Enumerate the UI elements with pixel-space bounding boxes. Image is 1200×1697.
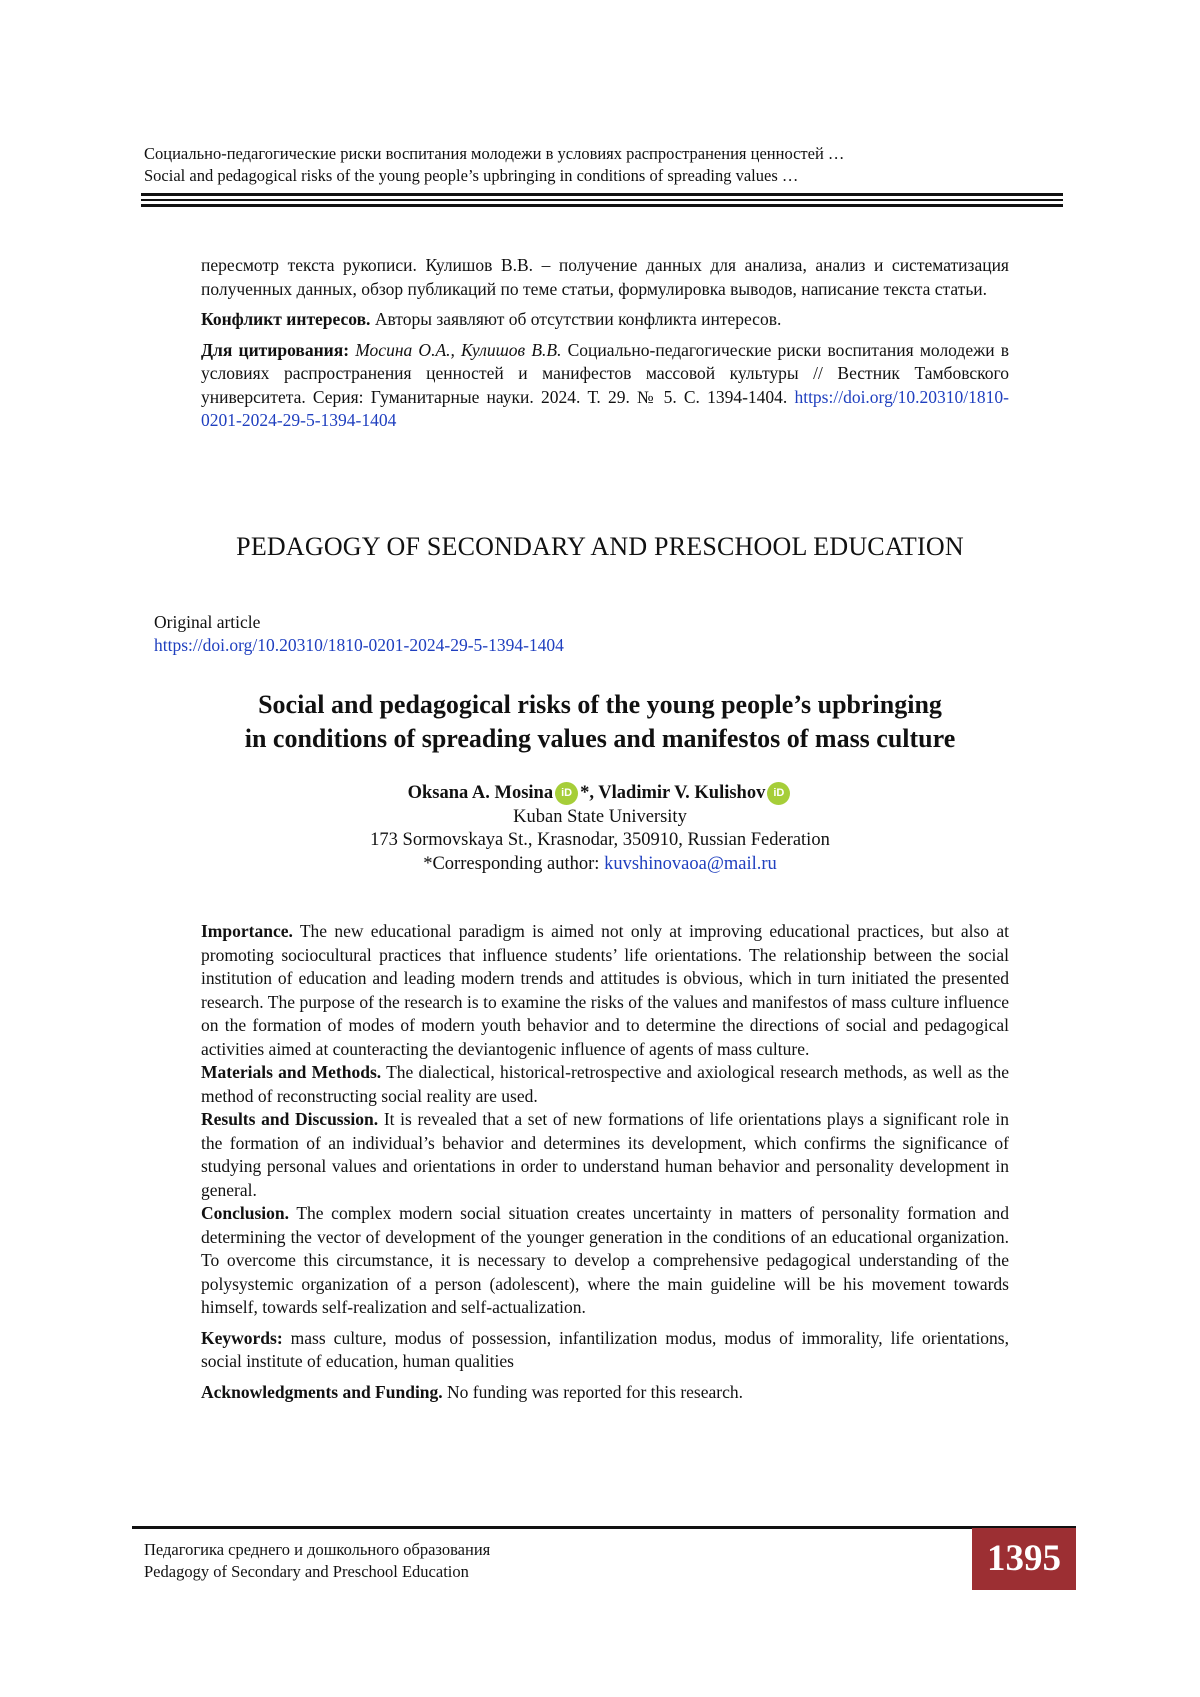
title-line-2: in conditions of spreading values and manifestos of mass culture bbox=[244, 724, 956, 753]
funding bbox=[201, 1381, 1009, 1405]
methods-text: The dialectical, historical-retrospective and axiological research methods, as well as the method of reconstructing social reality are used. bbox=[201, 1062, 1009, 1106]
author-1-name: Oksana A. Mosina bbox=[407, 783, 554, 803]
article-doi-link[interactable]: https://doi.org/10.20310/1810-0201-2024-29-5-1394-1404 bbox=[154, 635, 564, 655]
article-title bbox=[0, 688, 1200, 756]
title-line-1: Social and pedagogical risks of the young people’s upbringing bbox=[258, 690, 942, 719]
authors-block bbox=[0, 782, 1200, 876]
running-header-ru: Социально-педагогические риски воспитания молодежи в условиях распространения ценностей … bbox=[144, 144, 845, 163]
footer-rule bbox=[132, 1526, 1076, 1529]
conclusion-text: The complex modern social situation creates uncertainty in matters of personality formation and determining the vector of development of the younger generation in the conditions of an educational organization. To overcome this circumstance, it is necessary to develop a comprehensive pedagogical understanding of the polysystemic organization of a person (adolescent), where the main guideline will be his movement towards himself, towards self-realization and self-actualization. bbox=[201, 1203, 1009, 1317]
importance-label: Importance. bbox=[201, 921, 293, 941]
corresponding-author bbox=[0, 853, 1200, 877]
citation-label: Для цитирования: bbox=[201, 339, 350, 360]
funding-label: Acknowledgments and Funding. bbox=[201, 1381, 443, 1402]
keywords-label: Keywords: bbox=[201, 1327, 283, 1348]
citation-text: Социально-педагогические риски воспитания молодежи в условиях распространения ценностей и манифестов массовой культуры // Вестник Тамбовского университета. Серия: Гуманитарные науки. 2024. Т. 29. № 5. С. 1394-1404. bbox=[201, 339, 1009, 407]
results-text: It is revealed that a set of new formations of life orientations plays a significant role in the formation of an individual’s behavior and determines its development, which confirms the significance of studying personal values and orientations in order to understand human behavior and personality development in general. bbox=[201, 1109, 1009, 1200]
conclusion-label: Conclusion. bbox=[201, 1203, 290, 1223]
keywords-text: mass culture, modus of possession, infantilization modus, modus of immorality, life orientations, social institute of education, human qualities bbox=[201, 1327, 1009, 1371]
article-type: Original article bbox=[154, 612, 261, 632]
keywords bbox=[201, 1327, 1009, 1374]
header-rule bbox=[141, 193, 1063, 210]
abstract-results bbox=[201, 1108, 1009, 1202]
address: 173 Sormovskaya St., Krasnodar, 350910, Russian Federation bbox=[370, 830, 830, 850]
citation bbox=[201, 339, 1009, 433]
orcid-icon[interactable]: iD bbox=[555, 782, 578, 805]
importance-text: The new educational paradigm is aimed not only at improving educational practices, but also at promoting sociocultural practices that influence students’ life orientations. The relationship between the social institution of education and leading modern trends and attitudes is obvious, which in turn initiated the presented research. The purpose of the research is to examine the risks of the values and manifestos of mass culture influence on the formation of modes of modern youth behavior and to determine the directions of social and pedagogical activities aimed at counteracting the deviantogenic influence of agents of mass culture. bbox=[201, 921, 1009, 1059]
author-email-link[interactable]: kuvshinovaoa@mail.ru bbox=[604, 853, 777, 874]
conflict-text: Авторы заявляют об отсутствии конфликта интересов. bbox=[370, 309, 782, 329]
orcid-icon[interactable]: iD bbox=[767, 782, 790, 805]
running-header-en: Social and pedagogical risks of the young people’s upbringing in conditions of spreading values … bbox=[144, 166, 799, 185]
methods-label: Materials and Methods. bbox=[201, 1062, 382, 1082]
results-label: Results and Discussion. bbox=[201, 1109, 379, 1129]
abstract-conclusion bbox=[201, 1202, 1009, 1320]
citation-authors: Мосина О.А., Кулишов В.В. bbox=[349, 339, 562, 360]
ru-info-block bbox=[201, 254, 1009, 440]
running-footer-ru: Педагогика среднего и дошкольного образования bbox=[144, 1540, 491, 1559]
running-header bbox=[144, 143, 1064, 187]
conflict-label: Конфликт интересов. bbox=[201, 309, 371, 329]
abstract bbox=[201, 920, 1009, 1404]
page-number: 1395 bbox=[972, 1528, 1076, 1590]
abstract-methods bbox=[201, 1061, 1009, 1108]
corresponding-label: *Corresponding author: bbox=[423, 853, 605, 874]
article-meta bbox=[154, 611, 564, 657]
section-heading: PEDAGOGY OF SECONDARY AND PRESCHOOL EDUCATION bbox=[236, 532, 964, 561]
author-line bbox=[0, 782, 1200, 806]
running-footer-en: Pedagogy of Secondary and Preschool Education bbox=[144, 1562, 469, 1581]
affiliation: Kuban State University bbox=[513, 806, 687, 827]
citation-doi-link[interactable]: https://doi.org/10.20310/1810-0201-2024-29-5-1394-1404 bbox=[201, 386, 1009, 430]
author-separator: *, bbox=[580, 783, 599, 803]
funding-text: No funding was reported for this research. bbox=[442, 1381, 743, 1402]
author-contribution: пересмотр текста рукописи. Кулишов В.В. – получение данных для анализа, анализ и систематизация полученных данных, обзор публикаций по теме статьи, формулировка выводов, написание текста статьи. bbox=[201, 255, 1009, 299]
running-footer bbox=[144, 1539, 490, 1583]
abstract-importance bbox=[201, 920, 1009, 1061]
conflict-of-interest bbox=[201, 308, 1009, 332]
author-2-name: Vladimir V. Kulishov bbox=[598, 783, 766, 803]
